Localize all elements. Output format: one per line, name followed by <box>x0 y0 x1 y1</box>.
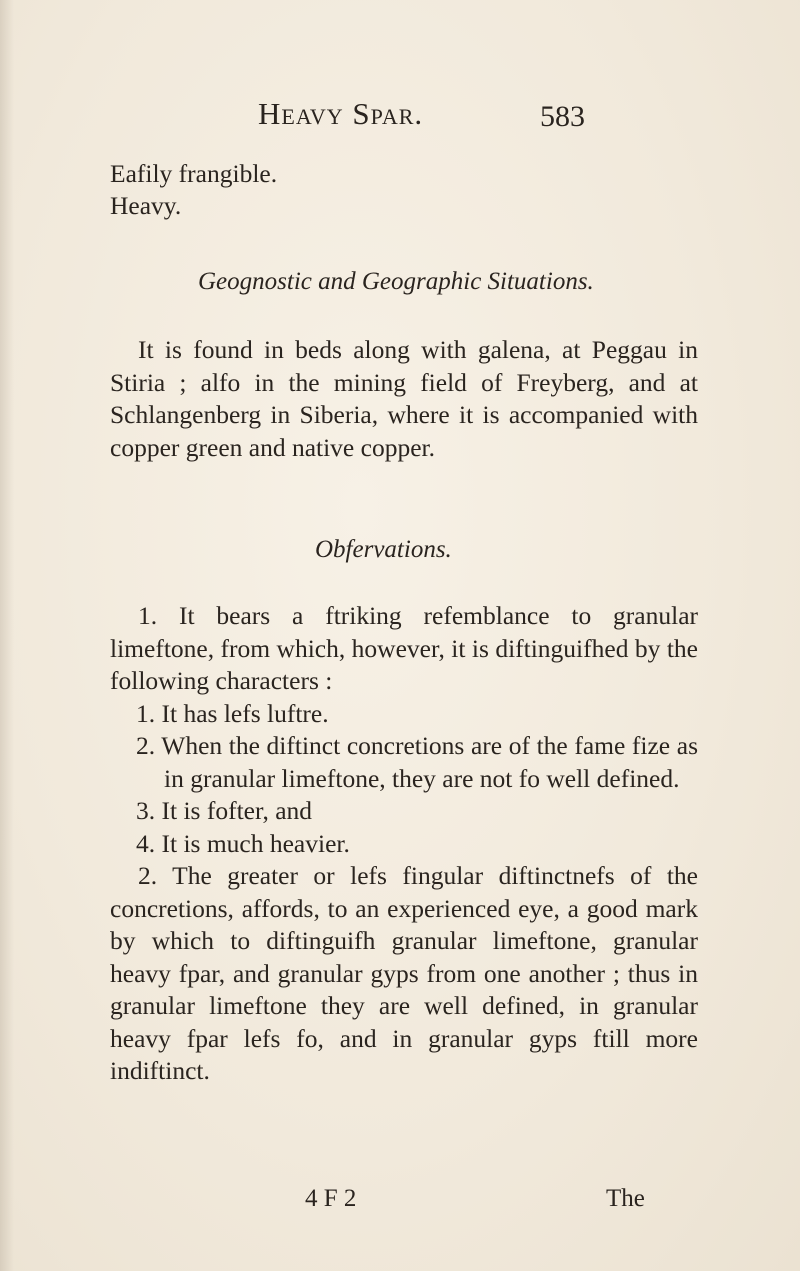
catchword: The <box>606 1185 645 1212</box>
observation-subitem-1: 1. It has lefs luftre. <box>136 698 329 728</box>
signature-mark: 4 F 2 <box>305 1185 357 1212</box>
running-title: Heavy Spar. <box>258 96 424 131</box>
observation-subitem-3: 3. It is fofter, and <box>136 796 313 825</box>
property-line-heavy: Heavy. <box>110 191 182 220</box>
observation-subitem-2: 2. When the diftinct concretions are of the fame fize as in granular limeftone, they are not fo well defined. <box>136 731 698 793</box>
situations-text: It is found in beds along with galena, at Peggau in Stiria ; alfo in the mining field of Freyberg, and at Schlangenberg in Siberia, where it is accompanied with copper green and native copper. <box>110 335 698 462</box>
section-heading-situations: Geognostic and Geographic Situations. <box>198 268 594 295</box>
page-number: 583 <box>540 100 585 133</box>
property-line-frangible: Eafily frangible. <box>110 159 278 188</box>
observation-item-2: 2. The greater or lefs fingular diftinctnefs of the concretions, affords, to an experienced eye, a good mark by which to diftinguifh granular limeftone, granular heavy fpar, and granular gyps from one another ; thus in granular limeftone they are well defined, in granular heavy fpar lefs fo, and in granular gyps ftill more indiftinct. <box>110 861 698 1085</box>
section-heading-observations: Obfervations. <box>315 536 452 563</box>
observation-subitem-4: 4. It is much heavier. <box>136 828 350 858</box>
situations-paragraph <box>110 334 698 464</box>
observation-item-1: 1. It bears a ftriking refemblance to granular limeftone, from which, however, it is diftinguifhed by the following characters : <box>110 601 698 695</box>
page-edge-shadow <box>0 0 14 1271</box>
observations-block <box>110 600 698 1088</box>
